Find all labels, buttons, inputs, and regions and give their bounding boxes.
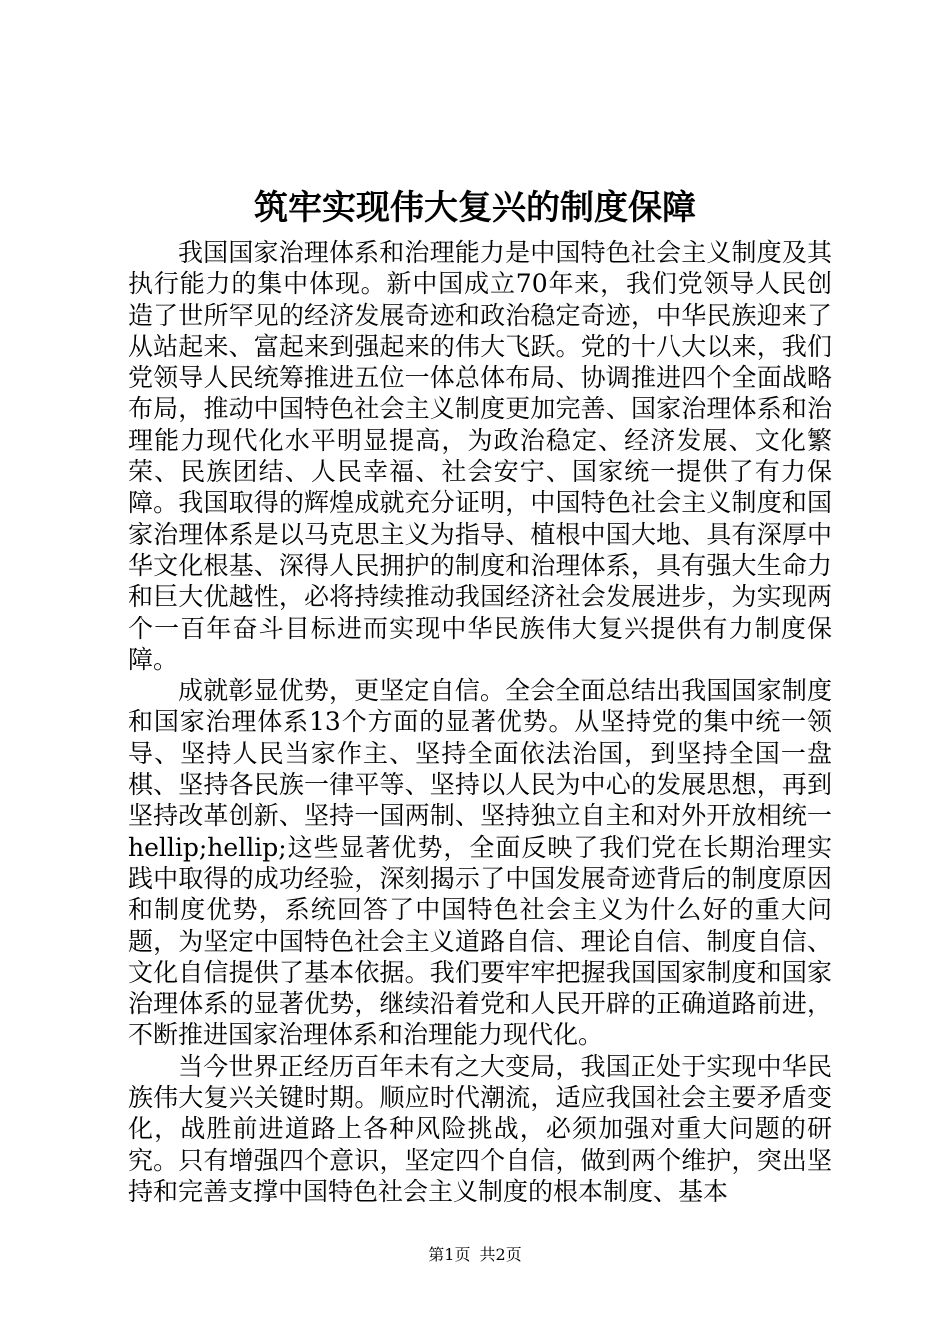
- page-number: 第1页 共2页: [428, 1245, 522, 1264]
- document-title: 筑牢实现伟大复兴的制度保障: [254, 188, 696, 228]
- paragraph-1: 我国国家治理体系和治理能力是中国特色社会主义制度及其执行能力的集中体现。新中国成立70年来，我们党领导人民创造了世所罕见的经济发展奇迹和政治稳定奇迹，中华民族迎来了从站起来、富起来到强起来的伟大飞跃。党的十八大以来，我们党领导人民统筹推进五位一体总体布局、协调推进四个全面战略布局，推动中国特色社会主义制度更加完善、国家治理体系和治理能力现代化水平明显提高，为政治稳定、经济发展、文化繁荣、民族团结、人民幸福、社会安宁、国家统一提供了有力保障。我国取得的辉煌成就充分证明，中国特色社会主义制度和国家治理体系是以马克思主义为指导、植根中国大地、具有深厚中华文化根基、深得人民拥护的制度和治理体系，具有强大生命力和巨大优越性，必将持续推动我国经济社会发展进步，为实现两个一百年奋斗目标进而实现中华民族伟大复兴提供有力制度保障。: [128, 238, 832, 674]
- paragraph-2: 成就彰显优势，更坚定自信。全会全面总结出我国国家制度和国家治理体系13个方面的显著优势。从坚持党的集中统一领导、坚持人民当家作主、坚持全面依法治国，到坚持全国一盘棋、坚持各民族一律平等、坚持以人民为中心的发展思想，再到坚持改革创新、坚持一国两制、坚持独立自主和对外开放相统一hellip;hellip;这些显著优势，全面反映了我们党在长期治理实践中取得的成功经验，深刻揭示了中国发展奇迹背后的制度原因和制度优势，系统回答了中国特色社会主义为什么好的重大问题，为坚定中国特色社会主义道路自信、理论自信、制度自信、文化自信提供了基本依据。我们要牢牢把握我国国家制度和国家治理体系的显著优势，继续沿着党和人民开辟的正确道路前进，不断推进国家治理体系和治理能力现代化。: [128, 676, 832, 1050]
- document-body: [128, 237, 832, 1207]
- paragraph-3: 当今世界正经历百年未有之大变局，我国正处于实现中华民族伟大复兴关键时期。顺应时代潮流，适应我国社会主要矛盾变化，战胜前进道路上各种风险挑战，必须加强对重大问题的研究。只有增强四个意识，坚定四个自信，做到两个维护，突出坚持和完善支撑中国特色社会主义制度的根本制度、基本: [128, 1051, 832, 1206]
